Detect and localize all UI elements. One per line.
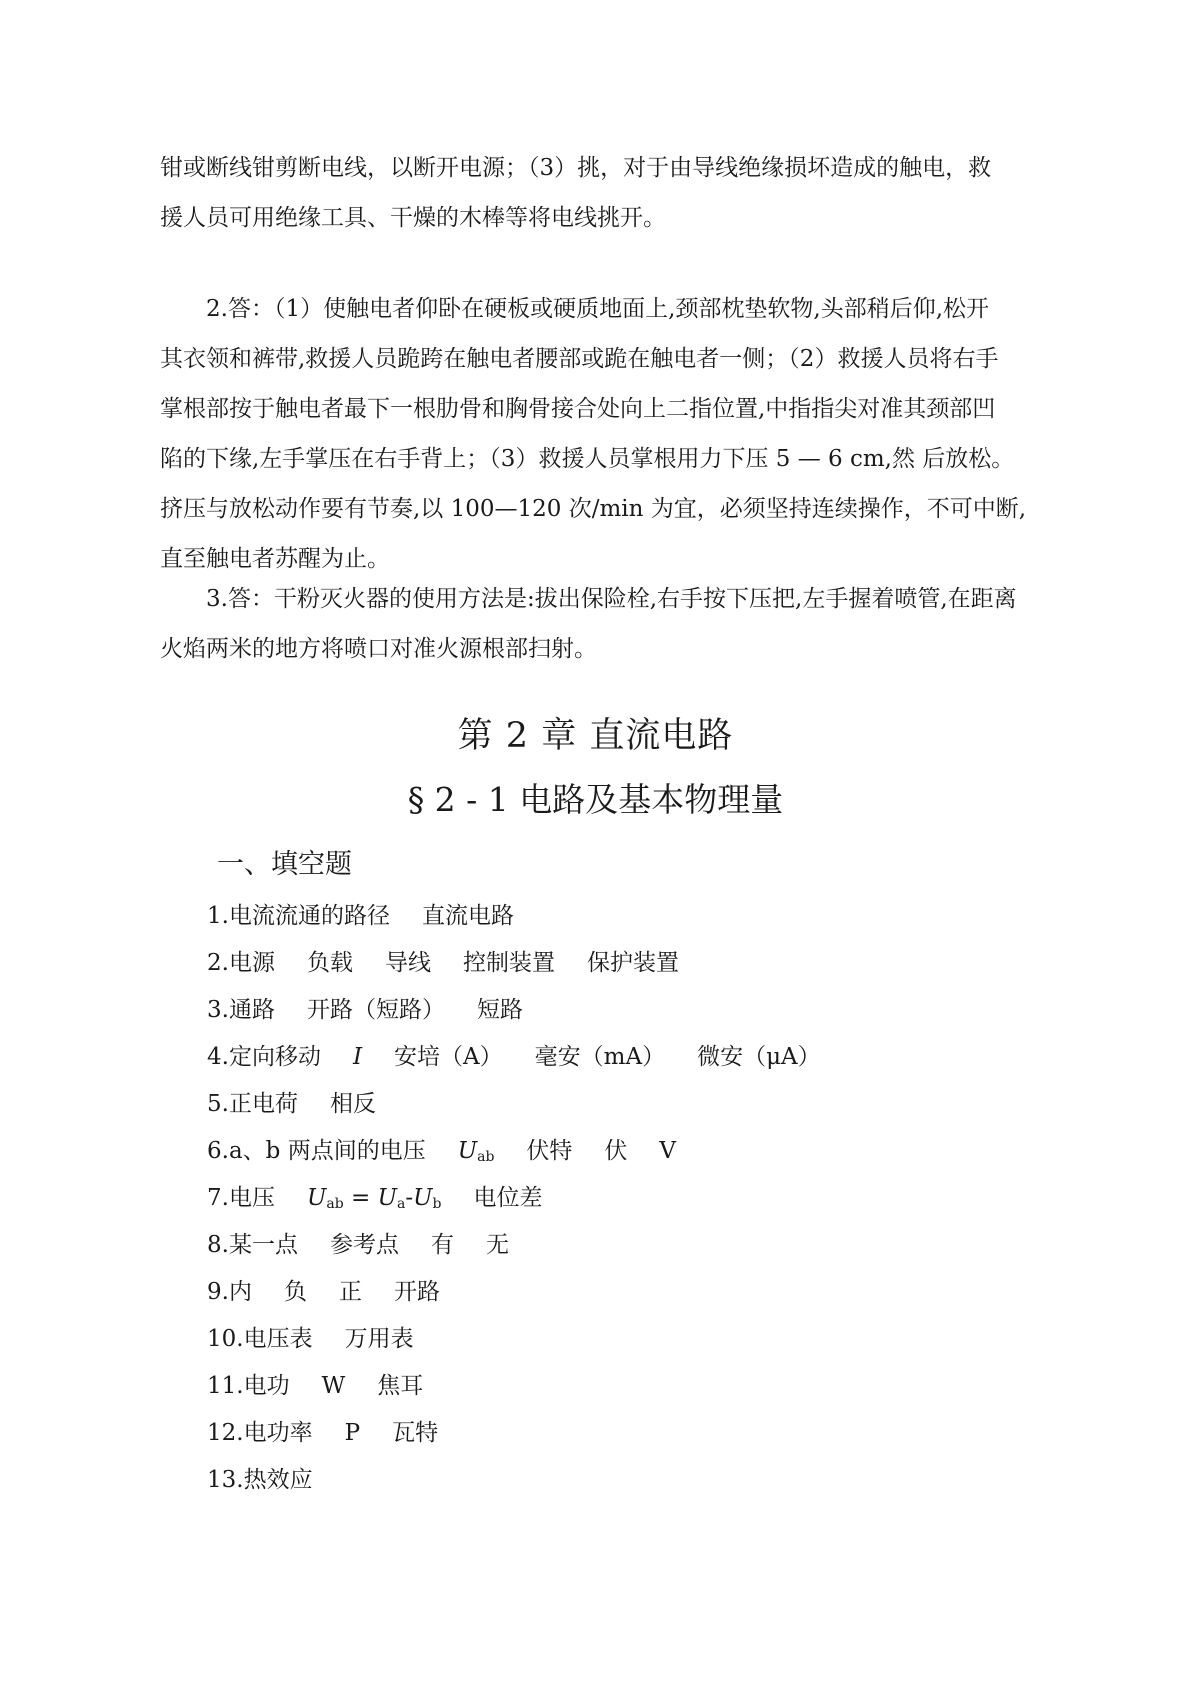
chapter-title: 第 2 章 直流电路 [457, 716, 734, 756]
answer-item-10: 10.电压表 万用表 [207, 1326, 414, 1352]
text-line: 火焰两米的地方将喷口对准火源根部扫射。 [160, 636, 597, 662]
answer-3 [160, 574, 1040, 674]
text-line: 3.答：干粉灭火器的使用方法是:拔出保险栓,右手按下压把,左手握着喷管,在距离 [206, 586, 1017, 612]
answer-item-6: 6.a、b 两点间的电压 $U_{ab}$ 伏特 伏 V [207, 1128, 853, 1175]
text-line: 2.答：（1）使触电者仰卧在硬板或硬质地面上,颈部枕垫软物,头部稍后仰,松开 [206, 296, 990, 322]
answer-item-12: 12.电功率 P 瓦特 [207, 1420, 439, 1446]
answer-item-1: 1.电流流通的路径 直流电路 [207, 903, 514, 929]
text-line: 掌根部按于触电者最下一根肋骨和胸骨接合处向上二指位置,中指指尖对准其颈部凹 [160, 396, 996, 422]
answer-item-11: 11.电功 W 焦耳 [207, 1373, 424, 1399]
answer-item-9: 9.内 负 正 开路 [207, 1279, 440, 1305]
part-heading: 一、填空题 [217, 849, 352, 880]
text-line: 挤压与放松动作要有节奏,以 100—120 次/min 为宜，必须坚持连续操作，不可中断, [160, 496, 1027, 522]
answer-item-5: 5.正电荷 相反 [207, 1091, 376, 1117]
voltage-symbol-uab: $U_{ab}$ [457, 1138, 495, 1165]
text-line: 其衣领和裤带,救援人员跪跨在触电者腰部或跪在触电者一侧；（2）救援人员将右手 [160, 346, 999, 372]
text-line: 陷的下缘,左手掌压在右手背上；（3）救援人员掌根用力下压 5 — 6 cm,然 后放松。 [160, 446, 1015, 472]
answer-item-7: 7.电压 $U_{ab} = U_a-U_b$ 电位差 [207, 1175, 853, 1222]
text-line: 援人员可用绝缘工具、干燥的木棒等将电线挑开。 [160, 205, 666, 231]
answer-2 [160, 284, 1040, 584]
answer-item-8: 8.某一点 参考点 有 无 [207, 1232, 509, 1258]
answer-item-3: 3.通路 开路（短路） 短路 [207, 997, 523, 1023]
section-title: § 2 - 1 电路及基本物理量 [407, 780, 784, 819]
voltage-formula: $U_{ab} = U_a-U_b$ [306, 1185, 442, 1212]
fill-blank-answers [207, 893, 853, 1504]
answer-item-13: 13.热效应 [207, 1467, 313, 1493]
answer-item-4: 4.定向移动 I 安培（A） 毫安（mA） 微安（μA） [207, 1044, 821, 1070]
text-line: 直至触电者苏醒为止。 [160, 546, 390, 572]
previous-answer-continuation [160, 143, 1040, 243]
answer-item-2: 2.电源 负载 导线 控制装置 保护装置 [207, 950, 679, 976]
text-line: 钳或断线钳剪断电线，以断开电源；（3）挑，对于由导线绝缘损坏造成的触电，救 [160, 155, 992, 181]
